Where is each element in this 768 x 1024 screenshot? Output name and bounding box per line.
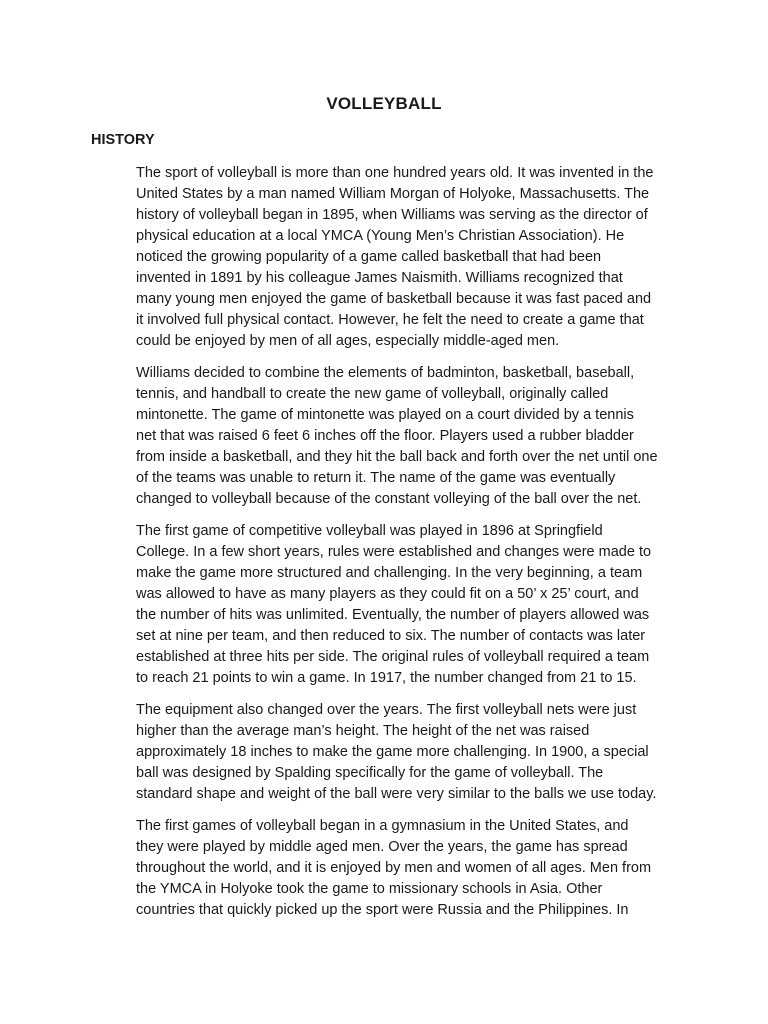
- paragraph-line: ball was designed by Spalding specifically for the game of volleyball. The: [136, 765, 604, 781]
- paragraph-line: invented in 1891 by his colleague James Naismith. Williams recognized that: [136, 270, 623, 286]
- paragraph-4: [136, 700, 684, 805]
- paragraph-line: The equipment also changed over the years. The first volleyball nets were just: [136, 702, 637, 718]
- paragraph-line: could be enjoyed by men of all ages, especially middle-aged men.: [136, 333, 560, 349]
- paragraph-line: to reach 21 points to win a game. In 1917, the number changed from 21 to 15.: [136, 670, 637, 686]
- paragraph-line: from inside a basketball, and they hit the ball back and forth over the net until one: [136, 449, 658, 465]
- paragraph-line: of the teams was unable to return it. The name of the game was eventually: [136, 470, 616, 486]
- paragraph-line: Williams decided to combine the elements of badminton, basketball, baseball,: [136, 365, 635, 381]
- paragraph-line: set at nine per team, and then reduced to six. The number of contacts was later: [136, 628, 646, 644]
- paragraph-line: the YMCA in Holyoke took the game to missionary schools in Asia. Other: [136, 881, 603, 897]
- paragraph-2: [136, 363, 684, 510]
- section-heading-history: HISTORY: [91, 132, 155, 148]
- paragraph-line: changed to volleyball because of the constant volleying of the ball over the net.: [136, 491, 642, 507]
- paragraph-line: net that was raised 6 feet 6 inches off the floor. Players used a rubber bladder: [136, 428, 634, 444]
- paragraph-line: College. In a few short years, rules were established and changes were made to: [136, 544, 652, 560]
- paragraph-line: it involved full physical contact. However, he felt the need to create a game that: [136, 312, 644, 328]
- paragraph-1: [136, 163, 684, 352]
- paragraph-line: physical education at a local YMCA (Young Men’s Christian Association). He: [136, 228, 625, 244]
- paragraph-line: approximately 18 inches to make the game more challenging. In 1900, a special: [136, 744, 649, 760]
- paragraph-line: United States by a man named William Morgan of Holyoke, Massachusetts. The: [136, 186, 650, 202]
- paragraph-line: countries that quickly picked up the sport were Russia and the Philippines. In: [136, 902, 629, 918]
- paragraph-line: make the game more structured and challenging. In the very beginning, a team: [136, 565, 643, 581]
- paragraph-line: history of volleyball began in 1895, when Williams was serving as the director of: [136, 207, 648, 223]
- paragraph-line: many young men enjoyed the game of basketball because it was fast paced and: [136, 291, 652, 307]
- paragraph-line: tennis, and handball to create the new game of volleyball, originally called: [136, 386, 609, 402]
- paragraph-line: the number of hits was unlimited. Eventually, the number of players allowed was: [136, 607, 650, 623]
- paragraph-line: The first games of volleyball began in a gymnasium in the United States, and: [136, 818, 629, 834]
- paragraph-line: higher than the average man’s height. The height of the net was raised: [136, 723, 590, 739]
- paragraph-line: The first game of competitive volleyball was played in 1896 at Springfield: [136, 523, 603, 539]
- paragraph-line: noticed the growing popularity of a game called basketball that had been: [136, 249, 602, 265]
- paragraph-5: [136, 816, 684, 921]
- paragraph-3: [136, 521, 684, 689]
- document-title: VOLLEYBALL: [326, 94, 442, 113]
- body-text: [136, 163, 684, 932]
- paragraph-line: throughout the world, and it is enjoyed by men and women of all ages. Men from: [136, 860, 652, 876]
- paragraph-line: they were played by middle aged men. Over the years, the game has spread: [136, 839, 628, 855]
- paragraph-line: standard shape and weight of the ball were very similar to the balls we use today.: [136, 786, 657, 802]
- paragraph-line: established at three hits per side. The original rules of volleyball required a team: [136, 649, 650, 665]
- paragraph-line: was allowed to have as many players as they could fit on a 50’ x 25’ court, and: [136, 586, 639, 602]
- paragraph-line: mintonette. The game of mintonette was played on a court divided by a tennis: [136, 407, 634, 423]
- paragraph-line: The sport of volleyball is more than one hundred years old. It was invented in the: [136, 165, 654, 181]
